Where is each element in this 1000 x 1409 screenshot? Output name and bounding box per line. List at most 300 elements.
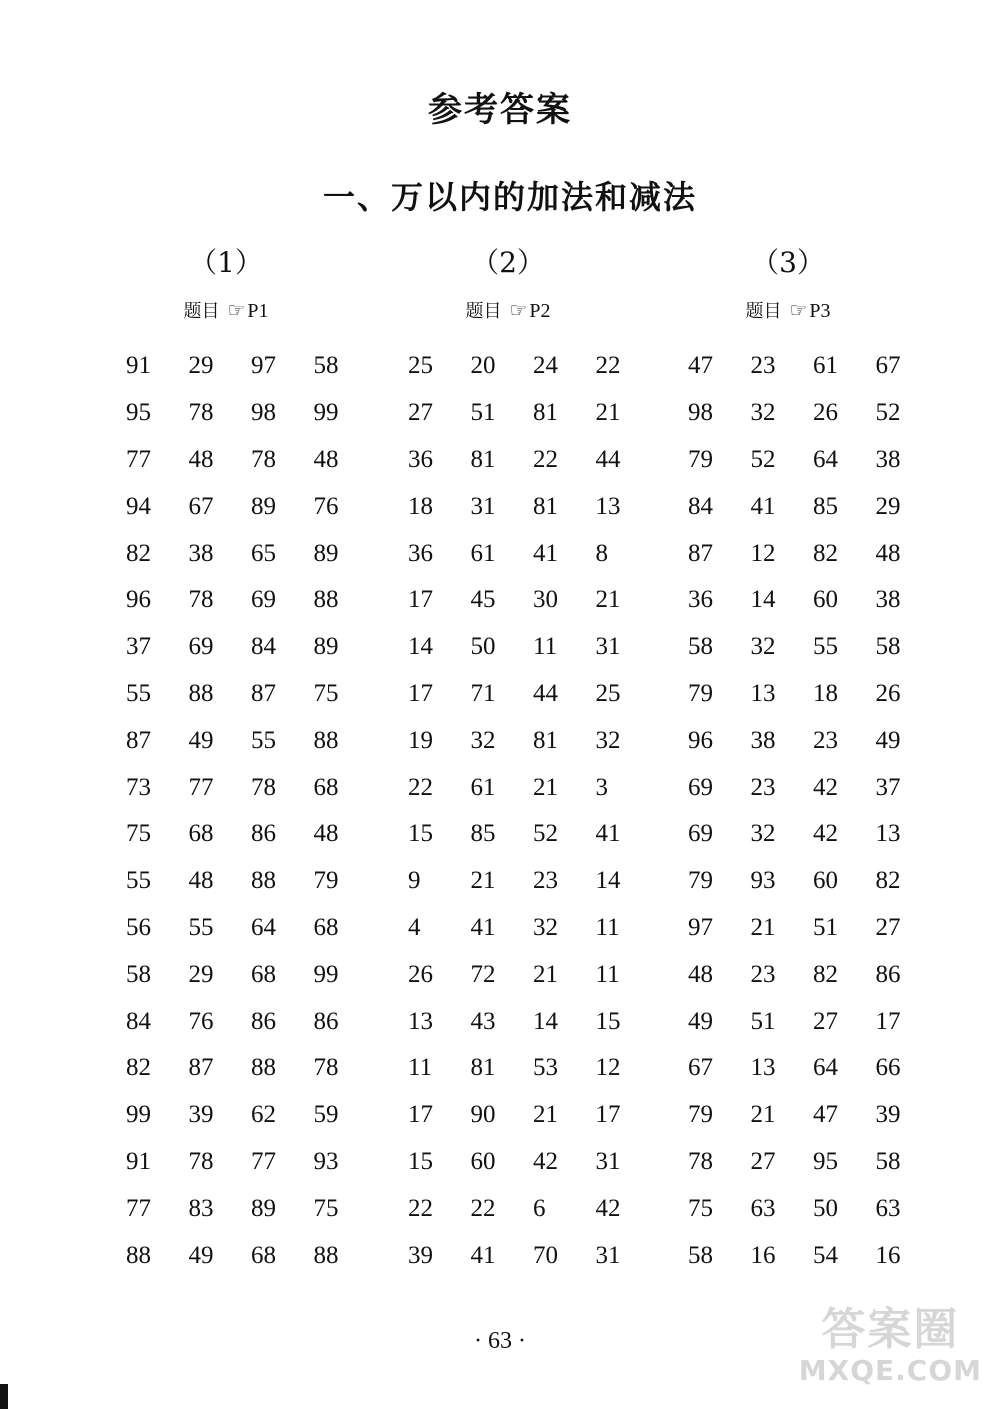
answer-cell: 32 [750,820,776,848]
answer-row [668,858,918,905]
answer-cell: 22 [408,773,433,801]
answer-cell: 64 [813,1054,838,1082]
answer-cell: 87 [126,726,151,754]
answer-row [668,483,918,530]
answer-cell: 32 [750,633,776,661]
answer-cell: 84 [126,1007,151,1035]
answer-cell: 13 [595,492,621,520]
answer-cell: 16 [875,1241,901,1269]
answer-cell: 81 [533,726,558,754]
answer-cell: 18 [408,492,433,520]
answer-cell: 22 [533,445,558,473]
answer-cell: 86 [875,960,901,988]
answer-cell: 13 [875,820,901,848]
answer-row [388,717,638,764]
answer-cell: 62 [251,1101,276,1129]
answer-cell: 27 [813,1007,838,1035]
section-title: 一、万以内的加法和减法 [322,178,697,216]
answer-cell: 70 [533,1241,558,1269]
answer-cell: 99 [313,399,339,427]
answer-cell: 61 [470,773,496,801]
answer-cell: 78 [188,1147,214,1175]
watermark [799,1306,982,1387]
answer-cell: 14 [533,1007,558,1035]
answer-cell: 26 [408,960,433,988]
answer-cell: 23 [750,960,776,988]
answer-cell: 51 [470,399,496,427]
answer-cell: 31 [595,633,621,661]
answer-cell: 22 [595,352,621,380]
answer-row [388,858,638,905]
answer-grid [106,343,356,1279]
answer-cell: 14 [750,586,776,614]
answer-row [388,624,638,671]
answer-cell: 75 [313,679,339,707]
answer-cell: 3 [595,773,608,801]
answer-cell: 77 [126,445,151,473]
answer-cell: 54 [813,1241,838,1269]
answer-row [106,1185,356,1232]
answer-cell: 49 [188,1241,214,1269]
answer-cell: 15 [595,1007,621,1035]
answer-cell: 50 [470,633,496,661]
answer-cell: 58 [688,1241,713,1269]
answer-cell: 72 [470,960,496,988]
answer-cell: 41 [595,820,621,848]
answer-cell: 32 [533,913,558,941]
answer-row [388,530,638,577]
answer-row [388,390,638,437]
answer-cell: 13 [750,1054,776,1082]
pointing-hand-icon: ☞ [789,298,808,322]
answer-cell: 23 [750,773,776,801]
answer-cell: 69 [188,633,214,661]
answer-cell: 42 [813,820,838,848]
answer-cell: 88 [251,867,276,895]
answer-cell: 87 [688,539,713,567]
pointing-hand-icon: ☞ [509,298,528,322]
answer-cell: 97 [251,352,276,380]
answer-cell: 42 [533,1147,558,1175]
answer-cell: 41 [470,913,496,941]
answer-cell: 22 [408,1194,433,1222]
answer-cell: 84 [251,633,276,661]
answer-cell: 65 [251,539,276,567]
answer-cell: 52 [750,445,776,473]
answer-row [668,437,918,484]
answer-row [106,530,356,577]
answer-cell: 75 [688,1194,713,1222]
answer-cell: 68 [188,820,214,848]
answer-cell: 69 [251,586,276,614]
answer-cell: 21 [533,960,558,988]
answer-cell: 60 [813,867,838,895]
page-title: 参考答案 [428,90,572,130]
answer-row [668,390,918,437]
answer-cell: 78 [251,445,276,473]
answer-row [388,951,638,998]
answer-cell: 4 [408,913,421,941]
answer-cell: 25 [595,679,621,707]
reference-prefix: 题目 [183,301,220,322]
answer-cell: 87 [251,679,276,707]
answer-cell: 88 [313,586,339,614]
answer-cell: 78 [188,586,214,614]
answer-cell: 71 [470,679,496,707]
answer-cell: 60 [470,1147,496,1175]
answer-row [668,530,918,577]
answer-cell: 12 [595,1054,621,1082]
answer-cell: 95 [813,1147,838,1175]
answer-cell: 39 [875,1101,901,1129]
answer-cell: 67 [188,492,214,520]
answer-cell: 69 [688,773,713,801]
answer-row [668,1045,918,1092]
answer-cell: 23 [813,726,838,754]
reference-page: P3 [809,300,831,322]
answer-cell: 67 [688,1054,713,1082]
answer-cell: 96 [688,726,713,754]
answer-cell: 85 [813,492,838,520]
answer-row [668,1139,918,1186]
answer-column-3 [668,243,918,1279]
answer-cell: 31 [595,1241,621,1269]
answer-cell: 11 [408,1054,433,1082]
answer-cell: 36 [408,445,433,473]
answer-row [106,624,356,671]
answer-cell: 6 [533,1194,546,1222]
answer-cell: 49 [875,726,901,754]
answer-cell: 81 [470,1054,496,1082]
answer-cell: 17 [408,586,433,614]
answer-row [388,1185,638,1232]
column-reference [106,295,346,325]
answer-cell: 42 [595,1194,621,1222]
column-label: （2） [471,246,545,279]
answer-row [668,764,918,811]
answer-row [388,1232,638,1279]
answer-cell: 82 [813,539,838,567]
answer-cell: 22 [470,1194,496,1222]
answer-cell: 27 [875,913,901,941]
column-label: （1） [189,246,263,279]
answer-cell: 68 [251,1241,276,1269]
answer-cell: 41 [750,492,776,520]
answer-cell: 47 [688,352,713,380]
answer-cell: 14 [408,633,433,661]
answer-cell: 64 [813,445,838,473]
answer-cell: 68 [313,773,339,801]
answer-cell: 29 [188,960,214,988]
answer-cell: 55 [251,726,276,754]
answer-cell: 32 [595,726,621,754]
answer-cell: 90 [470,1101,496,1129]
answer-cell: 55 [188,913,214,941]
answer-cell: 11 [533,633,558,661]
answer-cell: 8 [595,539,608,567]
answer-cell: 67 [875,352,901,380]
answer-cell: 26 [813,399,838,427]
answer-cell: 19 [408,726,433,754]
answer-cell: 27 [408,399,433,427]
answer-cell: 56 [126,913,151,941]
answer-cell: 21 [595,586,621,614]
answer-row [668,1092,918,1139]
answer-cell: 32 [470,726,496,754]
reference-prefix: 题目 [465,301,502,322]
answer-cell: 89 [313,539,339,567]
answer-cell: 68 [251,960,276,988]
answer-row [668,624,918,671]
answer-cell: 64 [251,913,276,941]
answer-row [106,717,356,764]
answer-cell: 48 [875,539,901,567]
answer-cell: 82 [126,1054,151,1082]
answer-cell: 41 [470,1241,496,1269]
answer-cell: 79 [688,867,713,895]
answer-cell: 89 [313,633,339,661]
answer-cell: 24 [533,352,558,380]
column-reference [668,295,908,325]
answer-row [106,437,356,484]
answer-cell: 21 [470,867,496,895]
answer-row [388,1045,638,1092]
answer-cell: 29 [875,492,901,520]
answer-cell: 55 [126,867,151,895]
answer-row [106,1092,356,1139]
answer-cell: 47 [813,1101,838,1129]
column-reference [388,295,628,325]
answer-cell: 76 [313,492,339,520]
answer-cell: 58 [688,633,713,661]
answer-row [668,1232,918,1279]
answer-cell: 18 [813,679,838,707]
answer-cell: 11 [595,913,620,941]
answer-cell: 21 [595,399,621,427]
answer-cell: 91 [126,352,151,380]
answer-cell: 75 [313,1194,339,1222]
answer-cell: 51 [813,913,838,941]
answer-row [106,671,356,718]
answer-cell: 66 [875,1054,901,1082]
answer-cell: 61 [813,352,838,380]
answer-row [388,764,638,811]
answer-cell: 44 [595,445,621,473]
answer-cell: 38 [188,539,214,567]
answer-cell: 79 [688,445,713,473]
answer-cell: 99 [313,960,339,988]
answer-cell: 13 [750,679,776,707]
answer-cell: 55 [126,679,151,707]
answer-cell: 89 [251,492,276,520]
watermark-line-2: MXQE.COM [798,1354,982,1387]
answer-row [388,811,638,858]
answer-cell: 87 [188,1054,214,1082]
answer-cell: 95 [126,399,151,427]
answer-column-1 [106,243,356,1279]
answer-row [388,1092,638,1139]
answer-cell: 49 [188,726,214,754]
answer-cell: 13 [408,1007,433,1035]
answer-cell: 42 [813,773,838,801]
answer-cell: 15 [408,1147,433,1175]
answer-cell: 99 [126,1101,151,1129]
answer-column-2 [388,243,638,1279]
answer-cell: 37 [875,773,901,801]
answer-cell: 86 [251,1007,276,1035]
answer-cell: 93 [313,1147,339,1175]
answer-cell: 69 [688,820,713,848]
answer-cell: 88 [126,1241,151,1269]
answer-cell: 68 [313,913,339,941]
answer-cell: 44 [533,679,558,707]
answer-row [106,577,356,624]
answer-grid [668,343,918,1279]
answer-cell: 82 [126,539,151,567]
answer-cell: 23 [750,352,776,380]
answer-cell: 17 [408,679,433,707]
reference-page: P1 [247,300,269,322]
answer-cell: 63 [750,1194,776,1222]
answer-cell: 75 [126,820,151,848]
answer-cell: 16 [750,1241,776,1269]
answer-cell: 52 [533,820,558,848]
answer-cell: 53 [533,1054,558,1082]
answer-cell: 96 [126,586,151,614]
answer-cell: 38 [875,445,901,473]
answer-row [106,483,356,530]
answer-row [668,343,918,390]
answer-cell: 81 [533,399,558,427]
answer-cell: 20 [470,352,496,380]
answer-cell: 48 [313,820,339,848]
answer-cell: 58 [313,352,339,380]
answer-cell: 49 [688,1007,713,1035]
answer-row [106,390,356,437]
answer-cell: 45 [470,586,496,614]
answer-cell: 41 [533,539,558,567]
answer-cell: 38 [875,586,901,614]
answer-cell: 94 [126,492,151,520]
answer-cell: 93 [750,867,776,895]
answer-cell: 83 [188,1194,214,1222]
answer-cell: 21 [750,913,776,941]
scan-edge-mark [0,1384,8,1409]
watermark-line-1: 答案圈 [821,1304,960,1355]
answer-cell: 51 [750,1007,776,1035]
answer-cell: 55 [813,633,838,661]
answer-cell: 48 [188,445,214,473]
answer-cell: 25 [408,352,433,380]
answer-cell: 84 [688,492,713,520]
answer-row [106,811,356,858]
answer-row [106,951,356,998]
answer-cell: 9 [408,867,421,895]
answer-cell: 26 [875,679,901,707]
answer-cell: 78 [188,399,214,427]
answer-cell: 43 [470,1007,496,1035]
answer-cell: 32 [750,399,776,427]
answer-cell: 86 [251,820,276,848]
answer-cell: 17 [408,1101,433,1129]
answer-cell: 88 [313,1241,339,1269]
answer-cell: 58 [875,633,901,661]
reference-page: P2 [529,300,551,322]
answer-row [106,905,356,952]
answer-cell: 81 [470,445,496,473]
answer-cell: 39 [408,1241,433,1269]
answer-cell: 76 [188,1007,214,1035]
answer-row [388,437,638,484]
answer-cell: 37 [126,633,151,661]
answer-cell: 21 [750,1101,776,1129]
answer-cell: 29 [188,352,214,380]
answer-cell: 79 [688,1101,713,1129]
answer-grid [388,343,638,1279]
answer-cell: 31 [595,1147,621,1175]
answer-cell: 77 [251,1147,276,1175]
answer-row [388,1139,638,1186]
answer-row [106,1139,356,1186]
answer-cell: 31 [470,492,496,520]
answer-cell: 39 [188,1101,214,1129]
answer-cell: 98 [251,399,276,427]
answer-cell: 38 [750,726,776,754]
answer-row [668,671,918,718]
answer-cell: 85 [470,820,496,848]
answer-row [668,951,918,998]
answer-cell: 78 [688,1147,713,1175]
answer-row [388,577,638,624]
answer-cell: 48 [313,445,339,473]
answer-cell: 91 [126,1147,151,1175]
answer-cell: 58 [875,1147,901,1175]
answer-cell: 81 [533,492,558,520]
answer-row [106,998,356,1045]
pointing-hand-icon: ☞ [227,298,246,322]
answer-cell: 73 [126,773,151,801]
answer-cell: 23 [533,867,558,895]
answer-row [388,998,638,1045]
answer-cell: 98 [688,399,713,427]
answer-cell: 63 [875,1194,901,1222]
answer-cell: 11 [595,960,620,988]
answer-cell: 79 [313,867,339,895]
answer-cell: 14 [595,867,621,895]
answer-row [668,717,918,764]
answer-cell: 82 [813,960,838,988]
answer-cell: 27 [750,1147,776,1175]
answer-cell: 30 [533,586,558,614]
answer-cell: 79 [688,679,713,707]
answer-row [388,343,638,390]
answer-cell: 61 [470,539,496,567]
answer-row [388,671,638,718]
answer-row [388,483,638,530]
reference-prefix: 题目 [745,301,782,322]
answer-cell: 48 [688,960,713,988]
answer-cell: 88 [188,679,214,707]
answer-cell: 77 [188,773,214,801]
answer-row [388,905,638,952]
answer-row [106,764,356,811]
answer-cell: 21 [533,1101,558,1129]
answer-cell: 58 [126,960,151,988]
answer-cell: 17 [595,1101,621,1129]
answer-cell: 88 [313,726,339,754]
answer-cell: 89 [251,1194,276,1222]
answer-row [106,343,356,390]
